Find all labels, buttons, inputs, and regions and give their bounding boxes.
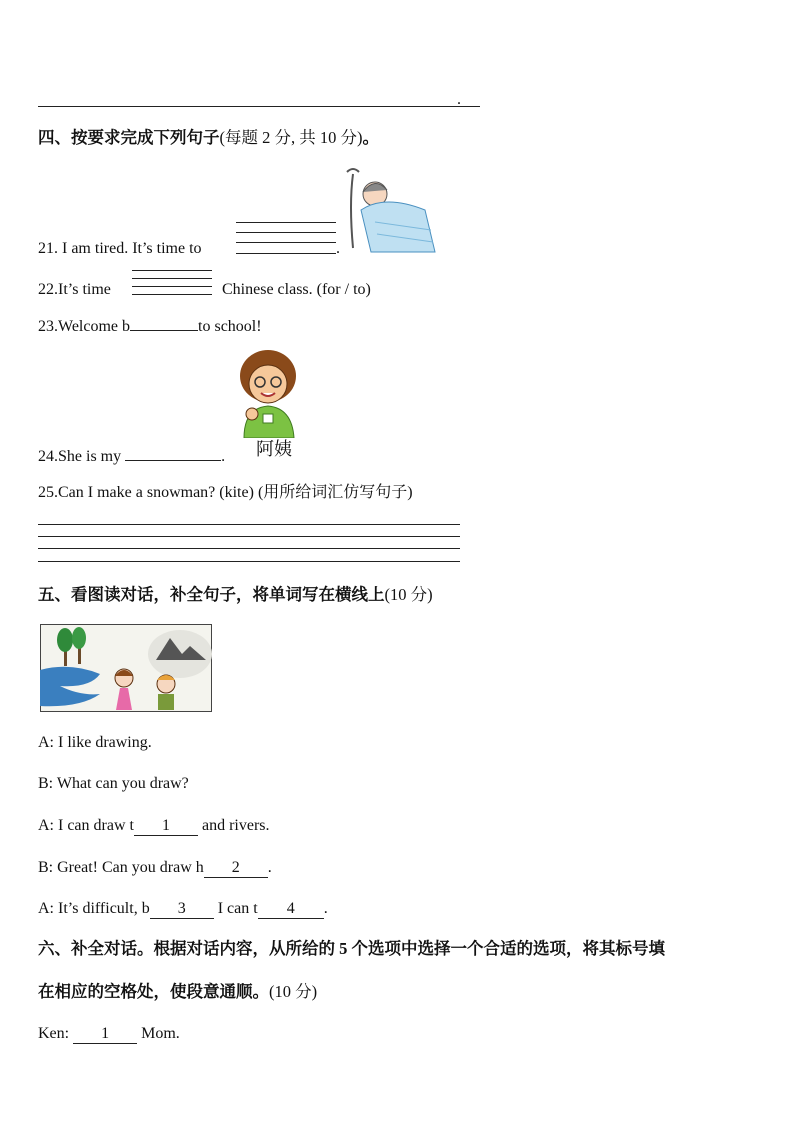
q21-writing-line-3[interactable] xyxy=(236,242,336,243)
dialogue-1-speaker: A: xyxy=(38,734,54,751)
q22-writing-line-1[interactable] xyxy=(132,270,212,271)
landscape-illustration xyxy=(40,624,212,712)
dialogue-line-4 xyxy=(38,858,272,878)
dialogue-1-text: I like drawing. xyxy=(58,734,152,751)
dialogue-5-text-mid: I can t xyxy=(217,900,258,917)
section6-first-line xyxy=(38,1024,180,1044)
q21-writing-line-2[interactable] xyxy=(236,232,336,233)
dialogue-5-text-before: It’s difficult, b xyxy=(58,900,150,917)
dialogue-4-text-before: Great! Can you draw h xyxy=(57,859,204,876)
section6-heading-line-2 xyxy=(38,982,317,1002)
dialogue-4-speaker: B: xyxy=(38,859,54,876)
q25-line xyxy=(38,483,413,503)
section6-blank-1[interactable]: 1 xyxy=(73,1025,137,1044)
dialogue-4-text-after: . xyxy=(267,859,272,876)
q22-prefix: 22.It’s time xyxy=(38,281,111,298)
section6-heading-points: (10 分) xyxy=(269,982,318,1001)
q21-prefix: 21. I am tired. It’s time to xyxy=(38,240,202,257)
q25-instruction: (用所给词汇仿写句子) xyxy=(257,484,413,501)
q21-suffix: . xyxy=(336,240,340,257)
dialogue-3-text-after: and rivers. xyxy=(201,817,270,834)
dialogue-5-blank-1[interactable]: 3 xyxy=(150,900,214,919)
dialogue-line-5 xyxy=(38,899,328,919)
dialogue-line-2 xyxy=(38,774,189,794)
dialogue-3-blank[interactable]: 1 xyxy=(134,817,198,836)
q22-writing-line-2[interactable] xyxy=(132,278,212,279)
q22-suffix: Chinese class. (for / to) xyxy=(222,281,371,298)
q23-line xyxy=(38,317,262,337)
answer-line-top[interactable] xyxy=(38,106,480,107)
dialogue-3-speaker: A: xyxy=(38,817,54,834)
q23-suffix: to school! xyxy=(198,318,262,335)
section5-heading-points: (10 分) xyxy=(384,585,433,604)
q25-writing-line-4[interactable] xyxy=(38,561,460,562)
aunt-illustration xyxy=(236,348,306,438)
section6-heading-line-1: 六、补全对话。根据对话内容，从所给的 5 个选项中选择一个合适的选项，将其标号填 xyxy=(38,939,665,958)
sleeping-girl-illustration xyxy=(345,164,437,254)
section4-heading-end: 。 xyxy=(362,128,379,147)
section6-speaker: Ken: xyxy=(38,1025,70,1042)
q25-prompt: 25.Can I make a snowman? (kite) xyxy=(38,484,254,501)
q25-writing-line-1[interactable] xyxy=(38,524,460,525)
q24-blank[interactable] xyxy=(125,460,221,461)
section6-text-after: Mom. xyxy=(141,1025,180,1042)
q23-blank[interactable] xyxy=(130,330,198,331)
q24-line xyxy=(38,447,225,467)
section5-heading-title: 五、看图读对话，补全句子，将单词写在横线上 xyxy=(38,585,385,604)
dialogue-2-speaker: B: xyxy=(38,775,54,792)
section4-heading-title: 四、按要求完成下列句子 xyxy=(38,128,220,147)
section4-heading-points: (每题 2 分, 共 10 分) xyxy=(219,128,363,147)
q21-writing-line-1[interactable] xyxy=(236,222,336,223)
dialogue-line-3 xyxy=(38,816,270,836)
section4-heading xyxy=(38,128,379,148)
answer-line-period: . xyxy=(457,91,461,108)
section6-heading-line-2-text: 在相应的空格处，使段意通顺。 xyxy=(38,982,269,1001)
dialogue-2-text: What can you draw? xyxy=(56,775,189,792)
q23-prefix: 23.Welcome b xyxy=(38,318,131,335)
q24-picture-caption: 阿姨 xyxy=(256,439,292,460)
dialogue-5-blank-2[interactable]: 4 xyxy=(258,900,324,919)
dialogue-3-text-before: I can draw t xyxy=(58,817,134,834)
section5-heading xyxy=(38,585,433,605)
q22-writing-line-3[interactable] xyxy=(132,286,212,287)
dialogue-5-speaker: A: xyxy=(38,900,54,917)
q24-suffix: . xyxy=(221,448,226,465)
q22-writing-line-4[interactable] xyxy=(132,294,212,295)
q21-writing-line-4[interactable] xyxy=(236,253,336,254)
dialogue-5-text-after: . xyxy=(323,900,328,917)
dialogue-4-blank[interactable]: 2 xyxy=(204,859,268,878)
q25-writing-line-3[interactable] xyxy=(38,548,460,549)
q24-prefix: 24.She is my xyxy=(38,448,122,465)
dialogue-line-1 xyxy=(38,733,152,753)
q25-writing-line-2[interactable] xyxy=(38,536,460,537)
